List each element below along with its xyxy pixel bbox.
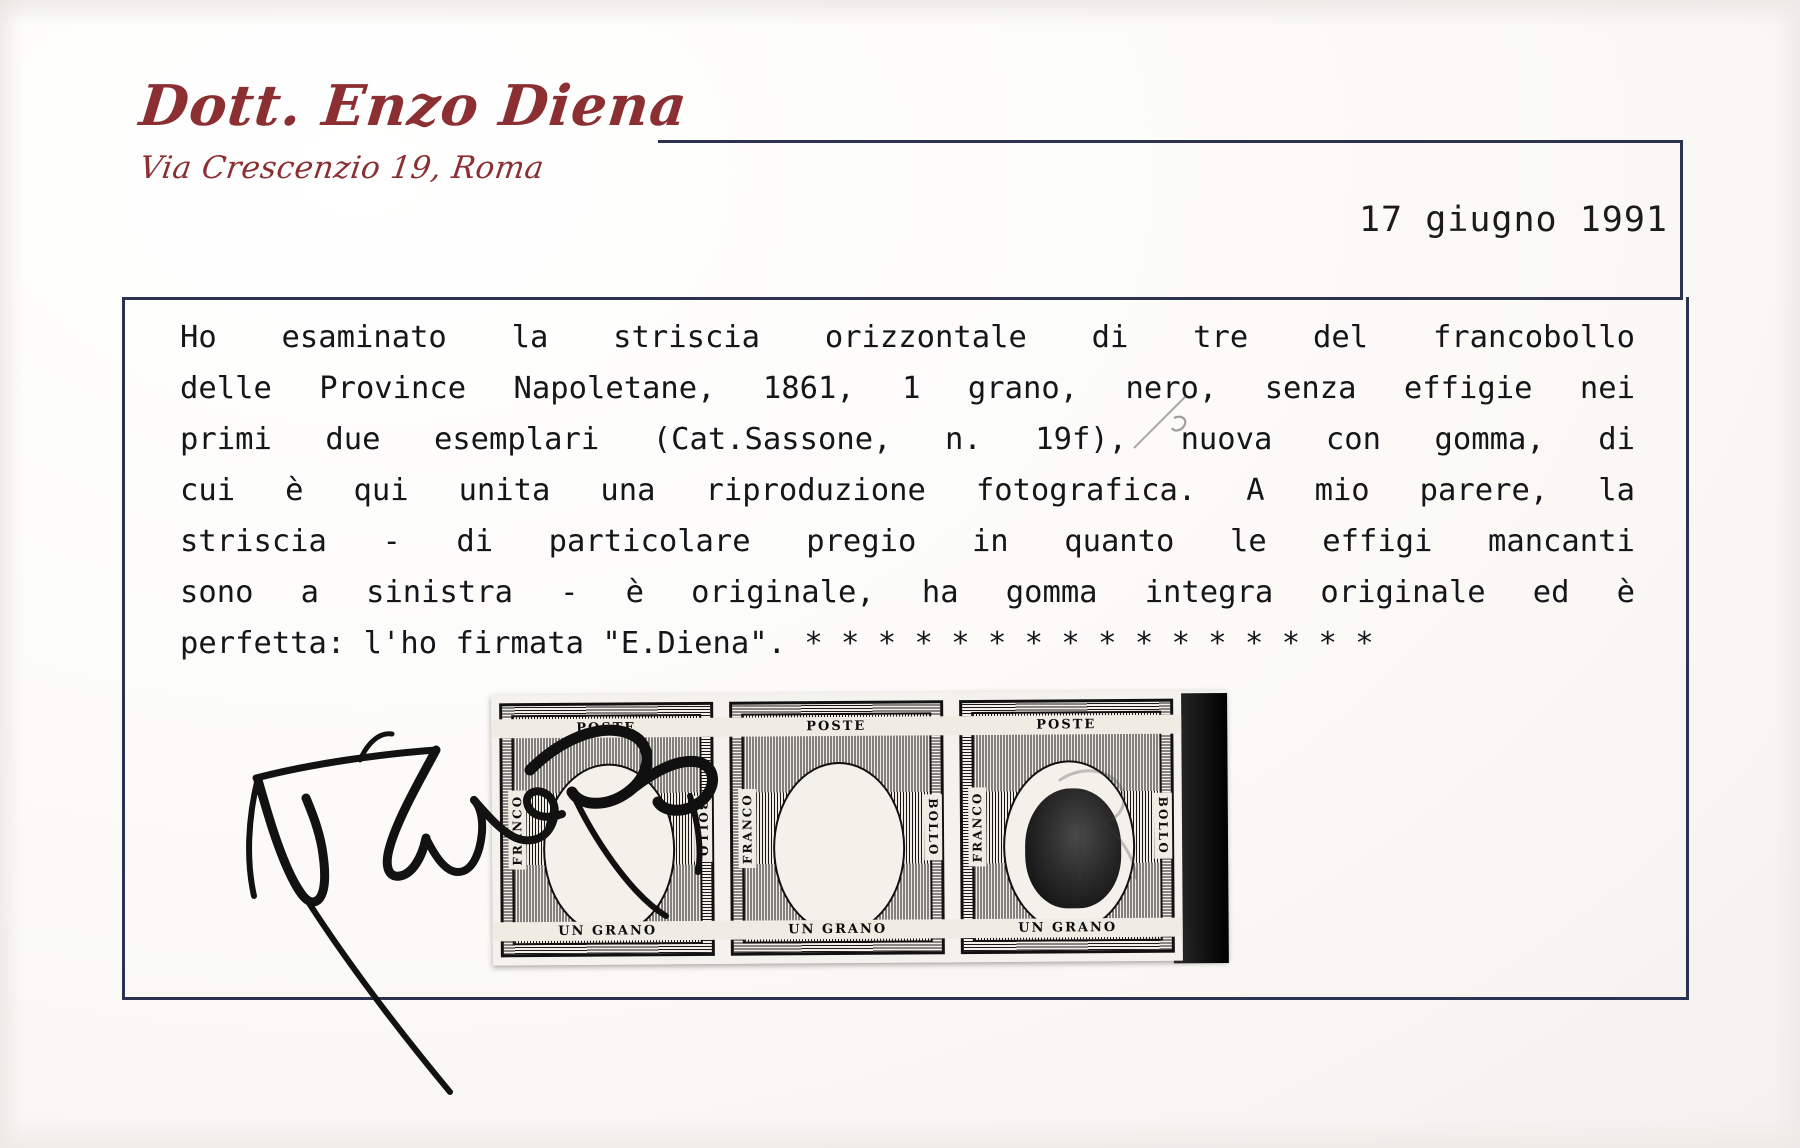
- body-word: n.: [944, 422, 982, 457]
- body-word: Ho: [180, 320, 217, 355]
- body-line: [180, 516, 1635, 567]
- body-word: sono: [180, 575, 254, 610]
- body-line: [180, 465, 1635, 516]
- body-word: cui: [180, 473, 236, 508]
- body-word: nei: [1579, 371, 1635, 406]
- body-word: nero,: [1125, 371, 1218, 406]
- body-word: 1: [902, 371, 921, 406]
- stamp-label-left: FRANCO: [508, 791, 527, 870]
- body-word: delle: [180, 371, 272, 406]
- expert-address: Via Crescenzio 19, Roma: [137, 150, 547, 186]
- body-word: orizzontale: [824, 320, 1027, 355]
- stamp-oval: [773, 762, 906, 935]
- body-word: (Cat.Sassone,: [652, 422, 892, 457]
- body-line-last: perfetta: l'ho firmata "E.Diena". * * * * * * * * * * * * * * * *: [180, 626, 1374, 661]
- header-rule: [658, 140, 1683, 143]
- body-word: quanto: [1064, 524, 1175, 559]
- body-word: mio: [1314, 473, 1370, 508]
- body-word: le: [1229, 524, 1267, 559]
- stamp-list: [491, 691, 1183, 966]
- body-word: la: [1598, 473, 1635, 508]
- body-word: Napoletane,: [513, 371, 716, 406]
- body-word: originale,: [691, 575, 875, 610]
- stamp-label-left: FRANCO: [738, 789, 757, 868]
- stamp-oval: [543, 763, 676, 936]
- body-word: a: [300, 575, 319, 610]
- body-word: -: [560, 575, 579, 610]
- body-word: è: [625, 575, 644, 610]
- body-word: gomma,: [1434, 422, 1545, 457]
- body-line: [180, 414, 1635, 465]
- frame-right-upper: [1680, 140, 1683, 300]
- body-word: una: [600, 473, 656, 508]
- body-word: la: [511, 320, 549, 355]
- stamp-strip: [492, 693, 1227, 963]
- body-word: originale: [1320, 575, 1486, 610]
- body-word: effigie: [1403, 371, 1533, 406]
- body-word: con: [1325, 422, 1381, 457]
- stamp-label-right: BOLLO: [1154, 793, 1172, 859]
- body-word: striscia: [613, 320, 761, 355]
- stamp-effigy: [1025, 788, 1122, 909]
- paper-edge-left: [0, 0, 22, 1148]
- body-word: primi: [180, 422, 272, 457]
- letterhead: [136, 73, 700, 186]
- stamp-label-right: BOLLO: [924, 794, 942, 860]
- stamp-oval: [1003, 760, 1136, 933]
- stamp-label-bottom: UN GRANO: [493, 921, 723, 942]
- expert-name: Dott. Enzo Diena: [136, 73, 691, 139]
- stamp-label-bottom: UN GRANO: [953, 918, 1183, 939]
- paper-edge-right: [1774, 0, 1800, 1148]
- paper-edge-top: [0, 0, 1800, 26]
- body-line: [180, 567, 1635, 618]
- body-word: unita: [458, 473, 551, 508]
- stamp-label-top: POSTE: [951, 715, 1181, 736]
- body-word: esaminato: [281, 320, 447, 355]
- body-word: sinistra: [366, 575, 513, 610]
- stamp-label-right: BOLLO: [694, 796, 712, 862]
- body-word: di: [1091, 320, 1129, 355]
- body-word: pregio: [806, 524, 917, 559]
- certificate-body: [180, 312, 1635, 669]
- body-word: di: [1598, 422, 1635, 457]
- stamp-item-1: [491, 694, 723, 966]
- body-word: nuova: [1180, 422, 1273, 457]
- body-word: qui: [353, 473, 409, 508]
- body-word: striscia: [180, 524, 327, 559]
- body-word: mancanti: [1487, 524, 1635, 559]
- body-word: riproduzione: [705, 473, 926, 508]
- body-word: senza: [1264, 371, 1357, 406]
- body-word: Province: [319, 371, 467, 406]
- stamp-label-left: FRANCO: [968, 788, 987, 867]
- body-word: parere,: [1419, 473, 1549, 508]
- body-word: esemplari: [433, 422, 600, 457]
- paper-edge-bottom: [0, 1118, 1800, 1148]
- body-word: -: [382, 524, 401, 559]
- stamp-item-3: [951, 691, 1183, 963]
- body-word: in: [971, 524, 1009, 559]
- stamp-item-2: [721, 692, 953, 964]
- body-word: fotografica.: [975, 473, 1197, 508]
- body-word: ed: [1532, 575, 1570, 610]
- body-word: due: [325, 422, 381, 457]
- body-word: è: [1616, 575, 1635, 610]
- body-word: particolare: [548, 524, 751, 559]
- body-line: [180, 363, 1635, 414]
- body-word: effigi: [1322, 524, 1433, 559]
- body-word: A: [1246, 473, 1265, 508]
- body-word: ha: [921, 575, 959, 610]
- body-word: del: [1313, 320, 1369, 355]
- body-line: [180, 312, 1635, 363]
- body-word: 19f),: [1035, 422, 1128, 457]
- body-word: di: [456, 524, 494, 559]
- stamp-label-bottom: UN GRANO: [723, 919, 953, 940]
- body-word: è: [285, 473, 304, 508]
- stamp-label-top: POSTE: [491, 718, 721, 739]
- body-word: francobollo: [1432, 320, 1635, 355]
- body-word: integra: [1144, 575, 1274, 610]
- body-word: gomma: [1005, 575, 1098, 610]
- body-word: grano,: [967, 371, 1079, 406]
- certificate-date: 17 giugno 1991: [1358, 200, 1668, 240]
- stamp-label-top: POSTE: [721, 716, 951, 737]
- body-word: 1861,: [762, 371, 855, 406]
- body-word: tre: [1193, 320, 1249, 355]
